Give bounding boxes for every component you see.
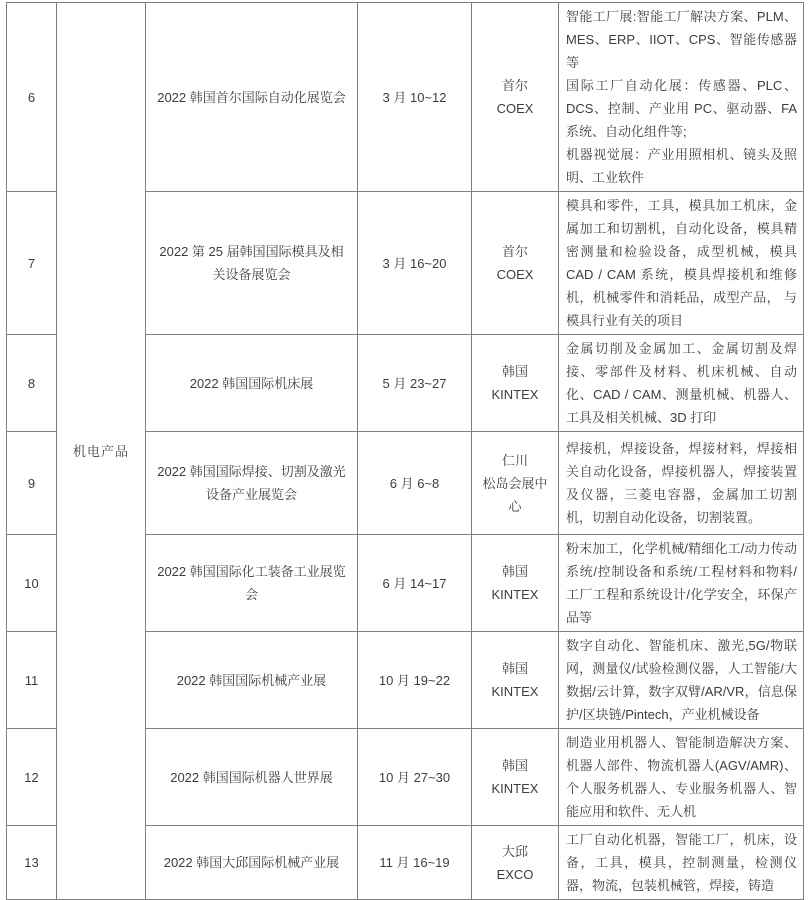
exhibition-scope	[559, 826, 804, 900]
exhibition-name: 2022 韩国国际机器人世界展	[146, 729, 358, 826]
location-city: 仁川	[501, 452, 528, 468]
exhibition-location	[472, 535, 559, 632]
exhibition-date: 10 月 19~22	[358, 632, 472, 729]
location-city: 韩国	[501, 661, 528, 676]
scope-paragraph: 制造业用机器人、智能制造解决方案、机器人部件、物流机器人(AGV/AMR)、个人服务机器人、专业服务机器人、智能应用和软件、无人机	[566, 735, 797, 819]
exhibition-location	[472, 826, 559, 900]
exhibition-scope	[559, 432, 804, 535]
location-city: 大邱	[501, 843, 528, 859]
exhibition-location	[472, 632, 559, 729]
scope-paragraph: 粉末加工，化学机械/精细化工/动力传动系统/控制设备和系统/工程材料和物料/工厂工程和系统设计/化学安全，环保产品等	[566, 541, 797, 625]
location-venue: COEX	[496, 267, 534, 282]
exhibition-date: 3 月 16~20	[358, 192, 472, 335]
exhibition-name: 2022 第 25 届韩国国际模具及相关设备展览会	[146, 192, 358, 335]
exhibition-location	[472, 432, 559, 535]
location-venue: KINTEX	[491, 387, 539, 402]
scope-paragraph: 国际工厂自动化展：传感器、PLC、DCS、控制、产业用 PC、驱动器、FA 系统、自动化组件等;	[566, 78, 797, 139]
exhibition-name: 2022 韩国首尔国际自动化展览会	[146, 3, 358, 192]
location-city: 韩国	[501, 364, 528, 379]
table-row	[7, 3, 804, 192]
row-number: 6	[7, 3, 57, 192]
exhibition-location	[472, 729, 559, 826]
exhibition-name: 2022 韩国国际机械产业展	[146, 632, 358, 729]
exhibition-date: 6 月 6~8	[358, 432, 472, 535]
exhibition-table	[6, 2, 804, 900]
exhibition-scope	[559, 535, 804, 632]
category-cell: 机电产品	[57, 3, 146, 900]
location-city: 韩国	[501, 564, 528, 579]
exhibition-name: 2022 韩国国际化工装备工业展览会	[146, 535, 358, 632]
exhibition-scope	[559, 729, 804, 826]
exhibition-scope	[559, 192, 804, 335]
exhibition-location	[472, 3, 559, 192]
location-venue: COEX	[496, 101, 534, 116]
exhibition-name: 2022 韩国国际焊接、切割及激光设备产业展览会	[146, 432, 358, 535]
exhibition-date: 3 月 10~12	[358, 3, 472, 192]
location-venue: KINTEX	[491, 781, 539, 796]
scope-paragraph: 数字自动化、智能机床、激光,5G/物联网，测量仪/试验检测仪器，人工智能/大数据/云计算，数字双臂/AR/VR，信息保护/区块链/Pintech，产业机械设备	[566, 638, 797, 722]
scope-paragraph: 工厂自动化机器，智能工厂，机床，设备，工具，模具，控制测量，检测仪器，物流，包装机械管，焊接，铸造	[566, 832, 797, 893]
exhibition-location	[472, 192, 559, 335]
scope-paragraph: 模具和零件，工具，模具加工机床，金属加工和切割机，自动化设备，模具精密测量和检验设备，成型机械，模具 CAD / CAM 系统，模具焊接机和维修机，机械零件和消耗品，成型产品， 与模具行业有关的项目	[566, 198, 797, 328]
exhibition-date: 10 月 27~30	[358, 729, 472, 826]
exhibition-date: 5 月 23~27	[358, 335, 472, 432]
location-city: 韩国	[501, 758, 528, 773]
exhibition-scope	[559, 3, 804, 192]
location-venue: 松岛会展中心	[482, 475, 548, 514]
row-number: 8	[7, 335, 57, 432]
row-number: 9	[7, 432, 57, 535]
location-city: 首尔	[501, 244, 528, 259]
scope-paragraph: 机器视觉展：产业用照相机、镜头及照明、工业软件	[566, 147, 797, 185]
scope-paragraph: 焊接机，焊接设备，焊接材料，焊接相关自动化设备，焊接机器人，焊接装置及仪器，三菱电容器，金属加工切割机，切割自动化设备，切割装置。	[566, 441, 797, 525]
location-venue: KINTEX	[491, 684, 539, 699]
exhibition-date: 6 月 14~17	[358, 535, 472, 632]
row-number: 11	[7, 632, 57, 729]
exhibition-location	[472, 335, 559, 432]
location-venue: KINTEX	[491, 587, 539, 602]
scope-paragraph: 智能工厂展:智能工厂解决方案、PLM、MES、ERP、IIOT、CPS、智能传感器等	[566, 9, 797, 70]
row-number: 10	[7, 535, 57, 632]
row-number: 12	[7, 729, 57, 826]
exhibition-name: 2022 韩国大邱国际机械产业展	[146, 826, 358, 900]
scope-paragraph: 金属切削及金属加工、金属切割及焊接、零部件及材料、机床机械、自动化、CAD / CAM、测量机械、机器人、工具及相关机械、3D 打印	[566, 341, 797, 425]
exhibition-date: 11 月 16~19	[358, 826, 472, 900]
location-city: 首尔	[501, 78, 528, 93]
location-venue: EXCO	[496, 866, 534, 882]
row-number: 7	[7, 192, 57, 335]
exhibition-scope	[559, 632, 804, 729]
exhibition-name: 2022 韩国国际机床展	[146, 335, 358, 432]
exhibition-scope	[559, 335, 804, 432]
row-number: 13	[7, 826, 57, 900]
